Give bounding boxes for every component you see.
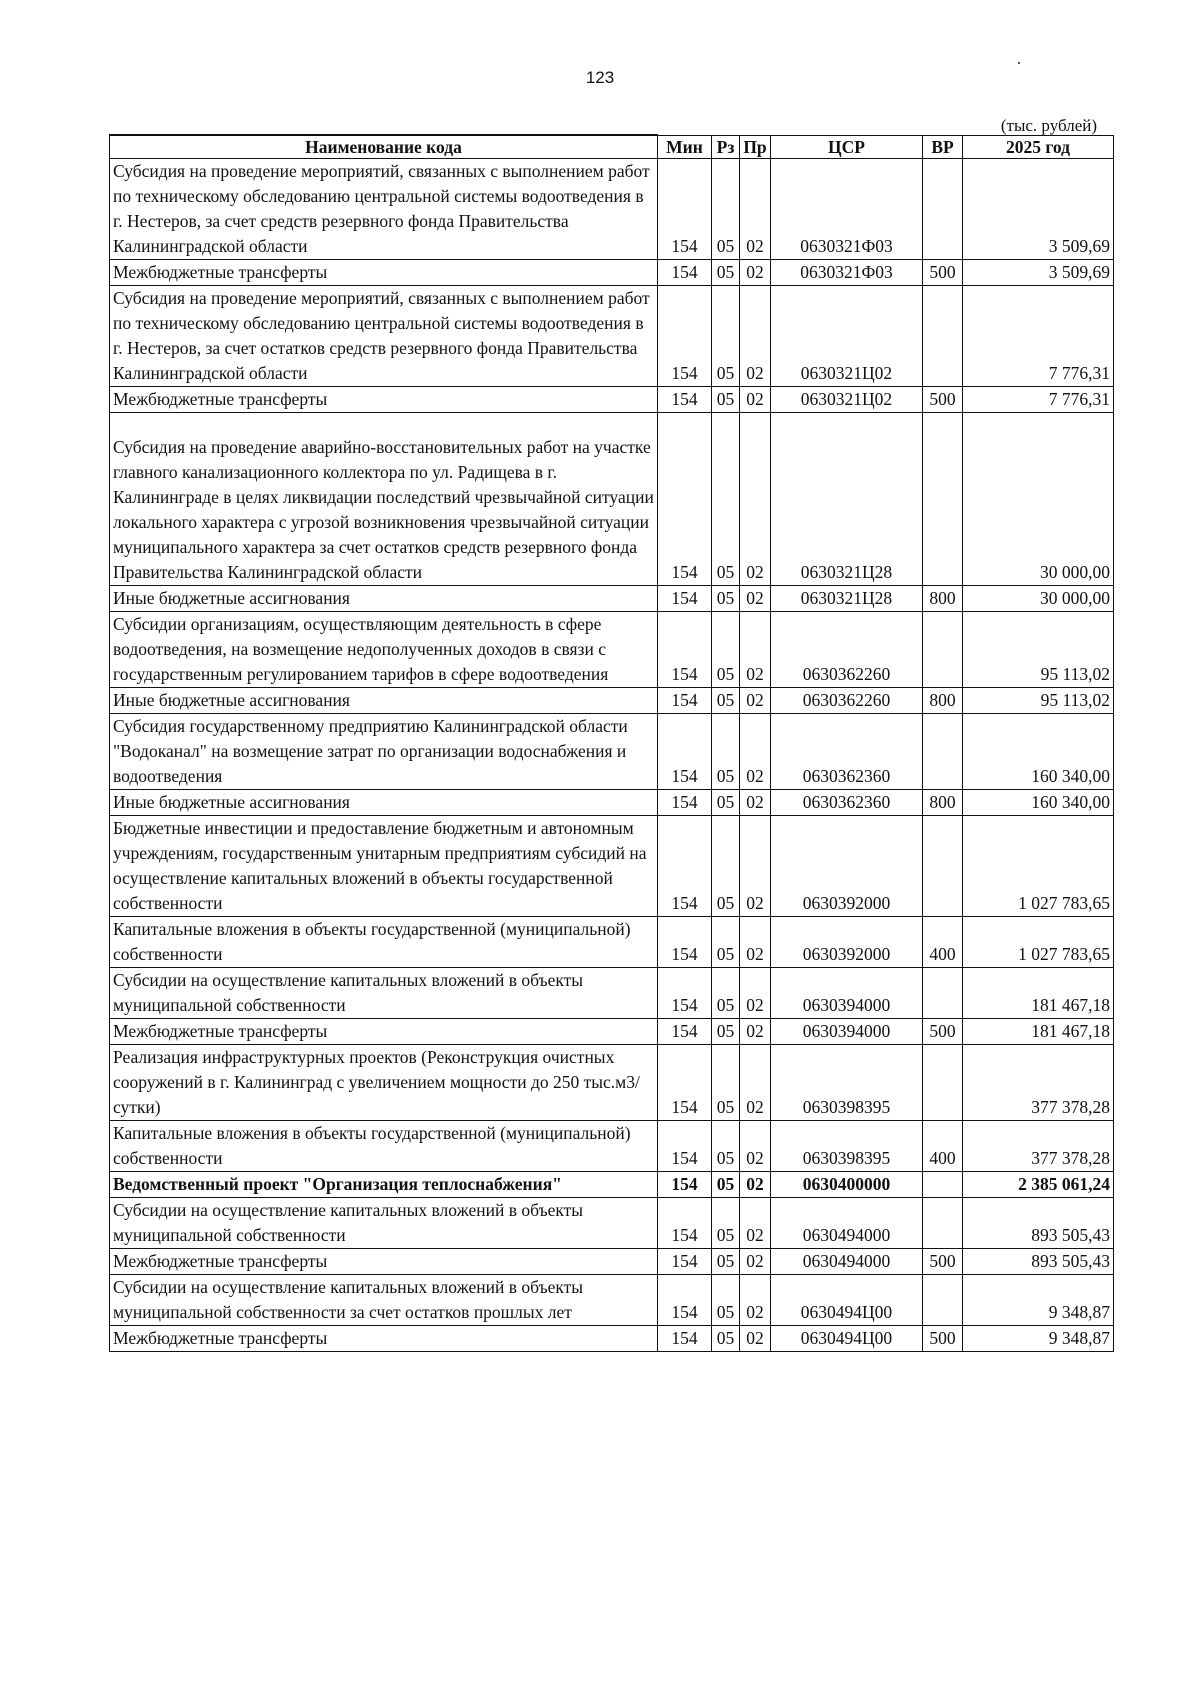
- cell-csr: 0630321Ц28: [771, 413, 923, 586]
- cell-csr: 0630494Ц00: [771, 1326, 923, 1352]
- cell-pr: 02: [740, 413, 771, 586]
- budget-table: [109, 134, 1114, 1352]
- cell-vr: [923, 1275, 963, 1326]
- cell-rz: 05: [712, 1045, 740, 1121]
- cell-pr: 02: [740, 917, 771, 968]
- cell-min: 154: [658, 260, 712, 286]
- cell-min: 154: [658, 1198, 712, 1249]
- cell-amount: 7 776,31: [963, 286, 1114, 387]
- cell-vr: 400: [923, 1121, 963, 1172]
- cell-csr: 0630321Ц28: [771, 586, 923, 612]
- table-row: [110, 1326, 1114, 1352]
- cell-min: 154: [658, 1121, 712, 1172]
- table-row: [110, 1198, 1114, 1249]
- column-header-pr: Пр: [740, 135, 771, 159]
- cell-min: 154: [658, 1045, 712, 1121]
- cell-rz: 05: [712, 260, 740, 286]
- cell-name: Ведомственный проект "Организация теплоснабжения": [110, 1172, 658, 1198]
- cell-min: 154: [658, 1275, 712, 1326]
- cell-pr: 02: [740, 1198, 771, 1249]
- cell-pr: 02: [740, 688, 771, 714]
- cell-amount: 893 505,43: [963, 1249, 1114, 1275]
- cell-name: Иные бюджетные ассигнования: [110, 790, 658, 816]
- cell-amount: 95 113,02: [963, 688, 1114, 714]
- cell-min: 154: [658, 586, 712, 612]
- cell-name: Межбюджетные трансферты: [110, 260, 658, 286]
- cell-name: Капитальные вложения в объекты государственной (муниципальной) собственности: [110, 917, 658, 968]
- cell-pr: 02: [740, 286, 771, 387]
- cell-name: Реализация инфраструктурных проектов (Реконструкция очистных сооружений в г. Калининград с увеличением мощности до 250 тыс.м3/сутки): [110, 1045, 658, 1121]
- cell-amount: 3 509,69: [963, 260, 1114, 286]
- cell-vr: [923, 413, 963, 586]
- cell-csr: 0630394000: [771, 968, 923, 1019]
- cell-min: 154: [658, 816, 712, 917]
- cell-pr: 02: [740, 968, 771, 1019]
- cell-min: 154: [658, 612, 712, 688]
- cell-amount: 377 378,28: [963, 1121, 1114, 1172]
- cell-rz: 05: [712, 586, 740, 612]
- cell-min: 154: [658, 387, 712, 413]
- cell-amount: 9 348,87: [963, 1326, 1114, 1352]
- cell-amount: 7 776,31: [963, 387, 1114, 413]
- cell-vr: 500: [923, 1249, 963, 1275]
- cell-vr: 500: [923, 1326, 963, 1352]
- cell-name: Капитальные вложения в объекты государственной (муниципальной) собственности: [110, 1121, 658, 1172]
- table-body: [110, 159, 1114, 1352]
- cell-min: 154: [658, 413, 712, 586]
- cell-rz: 05: [712, 1121, 740, 1172]
- cell-vr: 400: [923, 917, 963, 968]
- cell-csr: 0630494000: [771, 1249, 923, 1275]
- cell-name: Субсидии на осуществление капитальных вложений в объекты муниципальной собственности: [110, 968, 658, 1019]
- cell-rz: 05: [712, 968, 740, 1019]
- table-row: [110, 790, 1114, 816]
- table-header-row: [110, 135, 1114, 159]
- cell-csr: 0630362360: [771, 790, 923, 816]
- cell-amount: 3 509,69: [963, 159, 1114, 260]
- table-row: [110, 1121, 1114, 1172]
- cell-name: Межбюджетные трансферты: [110, 1019, 658, 1045]
- cell-vr: 500: [923, 260, 963, 286]
- table-row: [110, 586, 1114, 612]
- units-label: (тыс. рублей): [1000, 116, 1097, 135]
- cell-amount: 893 505,43: [963, 1198, 1114, 1249]
- cell-pr: 02: [740, 1121, 771, 1172]
- column-header-name: Наименование кода: [110, 135, 658, 159]
- column-header-csr: ЦСР: [771, 135, 923, 159]
- cell-pr: 02: [740, 816, 771, 917]
- cell-pr: 02: [740, 1249, 771, 1275]
- cell-name: Субсидии организациям, осуществляющим деятельность в сфере водоотведения, на возмещение недополученных доходов в связи с государственным регулированием тарифов в сфере водоотведения: [110, 612, 658, 688]
- cell-csr: 0630362360: [771, 714, 923, 790]
- cell-vr: 500: [923, 387, 963, 413]
- table-row: [110, 612, 1114, 688]
- cell-pr: 02: [740, 1019, 771, 1045]
- cell-name: Субсидия на проведение аварийно-восстановительных работ на участке главного канализационного коллектора по ул. Радищева в г. Калининграде в целях ликвидации последствий чрезвычайной ситуации локального характера с угрозой возникновения чрезвычайной ситуации муниципального характера за счет остатков средств резервного фонда Правительства Калининградской области: [110, 413, 658, 586]
- cell-rz: 05: [712, 1019, 740, 1045]
- cell-pr: 02: [740, 586, 771, 612]
- cell-pr: 02: [740, 260, 771, 286]
- cell-amount: 181 467,18: [963, 968, 1114, 1019]
- page-number: 123: [585, 68, 615, 87]
- cell-min: 154: [658, 917, 712, 968]
- table-row: [110, 413, 1114, 586]
- table-row: [110, 714, 1114, 790]
- cell-pr: 02: [740, 387, 771, 413]
- column-header-vr: ВР: [923, 135, 963, 159]
- cell-min: 154: [658, 714, 712, 790]
- cell-amount: 181 467,18: [963, 1019, 1114, 1045]
- cell-pr: 02: [740, 1275, 771, 1326]
- cell-vr: [923, 1198, 963, 1249]
- table-row: [110, 688, 1114, 714]
- cell-vr: [923, 1172, 963, 1198]
- table-row: [110, 260, 1114, 286]
- cell-pr: 02: [740, 790, 771, 816]
- cell-min: 154: [658, 286, 712, 387]
- table-row: [110, 1172, 1114, 1198]
- cell-vr: [923, 816, 963, 917]
- cell-amount: 1 027 783,65: [963, 917, 1114, 968]
- cell-rz: 05: [712, 714, 740, 790]
- cell-csr: 0630321Ц02: [771, 286, 923, 387]
- cell-min: 154: [658, 688, 712, 714]
- cell-name: Субсидия на проведение мероприятий, связанных с выполнением работ по техническому обследованию центральной системы водоотведения в г. Нестеров, за счет остатков средств резервного фонда Правительства Калининградской области: [110, 286, 658, 387]
- cell-amount: 1 027 783,65: [963, 816, 1114, 917]
- cell-rz: 05: [712, 1198, 740, 1249]
- table-row: [110, 816, 1114, 917]
- cell-amount: 30 000,00: [963, 586, 1114, 612]
- cell-pr: 02: [740, 1172, 771, 1198]
- cell-csr: 0630398395: [771, 1121, 923, 1172]
- cell-name: Иные бюджетные ассигнования: [110, 688, 658, 714]
- cell-min: 154: [658, 968, 712, 1019]
- cell-min: 154: [658, 159, 712, 260]
- table-row: [110, 1275, 1114, 1326]
- cell-vr: 800: [923, 688, 963, 714]
- cell-csr: 0630392000: [771, 917, 923, 968]
- cell-min: 154: [658, 790, 712, 816]
- cell-rz: 05: [712, 413, 740, 586]
- cell-pr: 02: [740, 1045, 771, 1121]
- cell-vr: 800: [923, 790, 963, 816]
- column-header-rz: Рз: [712, 135, 740, 159]
- cell-amount: 377 378,28: [963, 1045, 1114, 1121]
- cell-csr: 0630362260: [771, 688, 923, 714]
- cell-csr: 0630394000: [771, 1019, 923, 1045]
- cell-min: 154: [658, 1326, 712, 1352]
- cell-vr: [923, 714, 963, 790]
- cell-amount: 95 113,02: [963, 612, 1114, 688]
- cell-csr: 0630398395: [771, 1045, 923, 1121]
- cell-rz: 05: [712, 387, 740, 413]
- table-row: [110, 1019, 1114, 1045]
- cell-vr: [923, 286, 963, 387]
- table-row: [110, 159, 1114, 260]
- cell-vr: [923, 1045, 963, 1121]
- cell-csr: 0630392000: [771, 816, 923, 917]
- cell-csr: 0630362260: [771, 612, 923, 688]
- cell-name: Субсидия на проведение мероприятий, связанных с выполнением работ по техническому обследованию центральной системы водоотведения в г. Нестеров, за счет средств резервного фонда Правительства Калининградской области: [110, 159, 658, 260]
- cell-pr: 02: [740, 1326, 771, 1352]
- cell-rz: 05: [712, 1275, 740, 1326]
- column-header-year: 2025 год: [963, 135, 1114, 159]
- table-row: [110, 387, 1114, 413]
- cell-rz: 05: [712, 790, 740, 816]
- cell-csr: 0630494Ц00: [771, 1275, 923, 1326]
- cell-csr: 0630494000: [771, 1198, 923, 1249]
- cell-csr: 0630400000: [771, 1172, 923, 1198]
- cell-csr: 0630321Ф03: [771, 260, 923, 286]
- cell-min: 154: [658, 1172, 712, 1198]
- cell-vr: 800: [923, 586, 963, 612]
- cell-name: Межбюджетные трансферты: [110, 387, 658, 413]
- cell-name: Субсидии на осуществление капитальных вложений в объекты муниципальной собственности за счет остатков прошлых лет: [110, 1275, 658, 1326]
- table-row: [110, 286, 1114, 387]
- cell-rz: 05: [712, 1249, 740, 1275]
- cell-vr: [923, 159, 963, 260]
- cell-amount: 2 385 061,24: [963, 1172, 1114, 1198]
- cell-rz: 05: [712, 688, 740, 714]
- cell-csr: 0630321Ф03: [771, 159, 923, 260]
- cell-pr: 02: [740, 714, 771, 790]
- cell-rz: 05: [712, 1326, 740, 1352]
- cell-vr: [923, 968, 963, 1019]
- scan-speck: [1018, 62, 1020, 64]
- cell-name: Субсидия государственному предприятию Калининградской области "Водоканал" на возмещение затрат по организации водоснабжения и водоотведения: [110, 714, 658, 790]
- cell-name: Межбюджетные трансферты: [110, 1249, 658, 1275]
- cell-rz: 05: [712, 917, 740, 968]
- cell-name: Иные бюджетные ассигнования: [110, 586, 658, 612]
- cell-vr: 500: [923, 1019, 963, 1045]
- cell-csr: 0630321Ц02: [771, 387, 923, 413]
- cell-amount: 30 000,00: [963, 413, 1114, 586]
- cell-min: 154: [658, 1019, 712, 1045]
- table-row: [110, 1249, 1114, 1275]
- table-row: [110, 1045, 1114, 1121]
- cell-rz: 05: [712, 286, 740, 387]
- column-header-min: Мин: [658, 135, 712, 159]
- cell-amount: 160 340,00: [963, 790, 1114, 816]
- table-row: [110, 917, 1114, 968]
- cell-amount: 160 340,00: [963, 714, 1114, 790]
- table-row: [110, 968, 1114, 1019]
- cell-name: Межбюджетные трансферты: [110, 1326, 658, 1352]
- cell-vr: [923, 612, 963, 688]
- cell-name: Субсидии на осуществление капитальных вложений в объекты муниципальной собственности: [110, 1198, 658, 1249]
- cell-amount: 9 348,87: [963, 1275, 1114, 1326]
- cell-rz: 05: [712, 612, 740, 688]
- cell-pr: 02: [740, 159, 771, 260]
- cell-rz: 05: [712, 816, 740, 917]
- cell-rz: 05: [712, 159, 740, 260]
- cell-name: Бюджетные инвестиции и предоставление бюджетным и автономным учреждениям, государственным унитарным предприятиям субсидий на осуществление капитальных вложений в объекты государственной собственности: [110, 816, 658, 917]
- cell-rz: 05: [712, 1172, 740, 1198]
- cell-pr: 02: [740, 612, 771, 688]
- cell-min: 154: [658, 1249, 712, 1275]
